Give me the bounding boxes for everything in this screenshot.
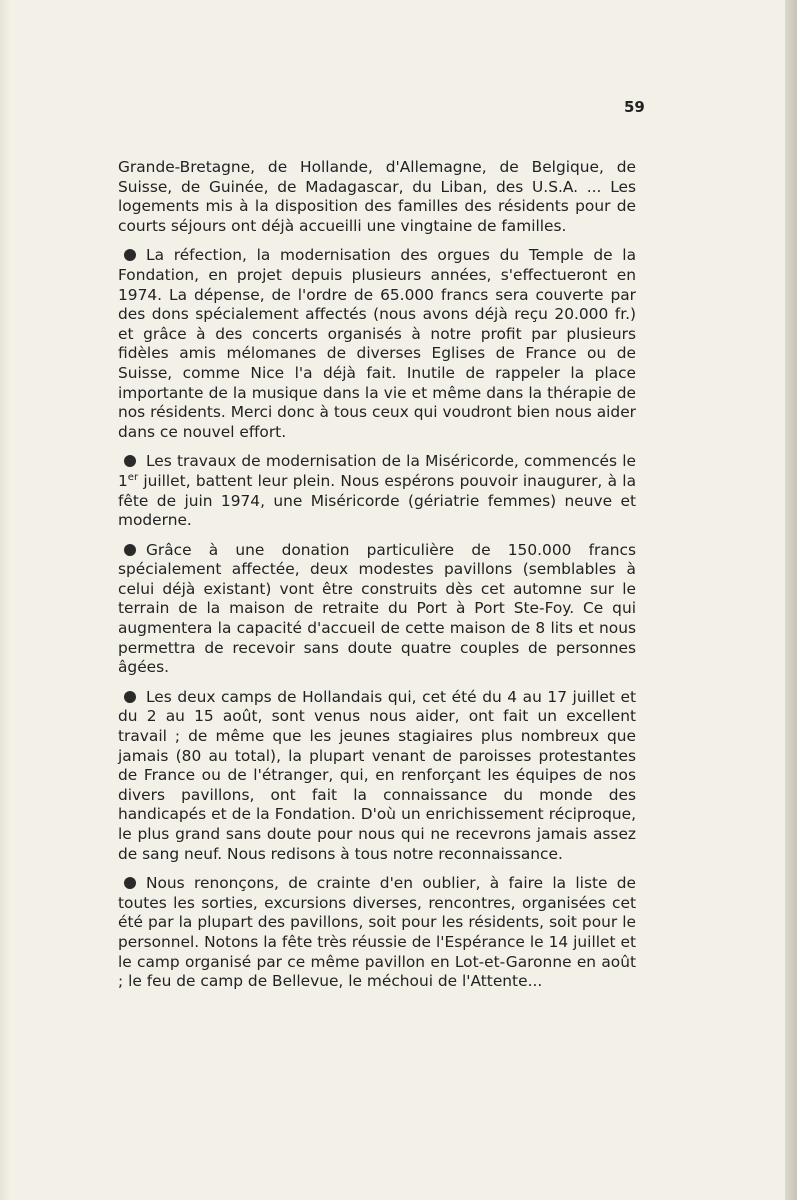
paragraph [118, 541, 636, 678]
paragraph-text: La réfection, la modernisation des orgues du Temple de la Fondation, en projet depuis plusieurs années, s'effectueront en 1974. La dépense, de l'ordre de 65.000 francs sera couverte par des dons spécialement affectés (nous avons déjà reçu 20.000 fr.) et grâce à des concerts organisés à notre profit par plusieurs fidèles amis mélomanes de diverses Eglises de France ou de Suisse, comme Nice l'a déjà fait. Inutile de rappeler la place importante de la musique dans la vie et même dans la thérapie de nos résidents. Merci donc à tous ceux qui voudront bien nous aider dans ce nouvel effort. [118, 246, 636, 441]
page-edge-shadow [0, 0, 10, 1200]
paragraph [118, 874, 636, 992]
paragraph-text: Grâce à une donation particulière de 150.000 francs spécialement affectée, deux modestes pavillons (semblables à celui déjà existant) vont être construits dès cet automne sur le terrain de la maison de retraite du Port à Port Ste-Foy. Ce qui augmentera la capacité d'accueil de cette maison de 8 lits et nous permettra de recevoir sans doute quatre couples de personnes âgées. [118, 540, 636, 677]
paragraph-text: Grande-Bretagne, de Hollande, d'Allemagne, de Belgique, de Suisse, de Guinée, de Madagascar, du Liban, des U.S.A. ... Les logements mis à la disposition des familles des résidents pour de courts séjours ont déjà accueilli une vingtaine de familles. [118, 158, 636, 235]
bullet-icon [124, 455, 136, 467]
paragraph [118, 688, 636, 864]
bullet-icon [124, 249, 136, 261]
paragraph-text: juillet, battent leur plein. Nous espérons pouvoir inaugurer, à la fête de juin 1974, une Miséricorde (gériatrie femmes) neuve et moderne. [118, 471, 636, 530]
paragraph [118, 158, 636, 236]
bullet-icon [124, 691, 136, 703]
bullet-icon [124, 544, 136, 556]
page-edge-shadow [785, 0, 797, 1200]
paragraph [118, 246, 636, 442]
paragraph-text: Les deux camps de Hollandais qui, cet été du 4 au 17 juillet et du 2 au 15 août, sont venus nous aider, ont fait un excellent travail ; de même que les jeunes stagiaires plus nombreux que jamais (80 au total), la plupart venant de paroisses protestantes de France ou de l'étranger, qui, en renforçant les équipes de nos divers pavillons, ont fait la connaissance du monde des handicapés et de la Fondation. D'où un enrichissement réciproque, le plus grand sans doute pour nous qui ne recevrons jamais assez de sang neuf. Nous redisons à tous notre reconnaissance. [118, 687, 636, 863]
body-text [118, 158, 636, 1002]
paragraph-text: Les travaux de modernisation de la Miséricorde, commencés le 1 [118, 452, 636, 490]
bullet-icon [124, 877, 136, 889]
page-number: 59 [624, 98, 645, 116]
superscript: er [127, 471, 139, 483]
paragraph-text: Nous renonçons, de crainte d'en oublier, à faire la liste de toutes les sorties, excursions diverses, rencontres, organisées cet été par la plupart des pavillons, soit pour les résidents, soit pour le personnel. Notons la fête très réussie de l'Espérance le 14 juillet et le camp organisé par ce même pavillon en Lot-et-Garonne en août ; le feu de camp de Bellevue, le méchoui de l'Attente... [118, 874, 636, 991]
paragraph [118, 452, 636, 530]
